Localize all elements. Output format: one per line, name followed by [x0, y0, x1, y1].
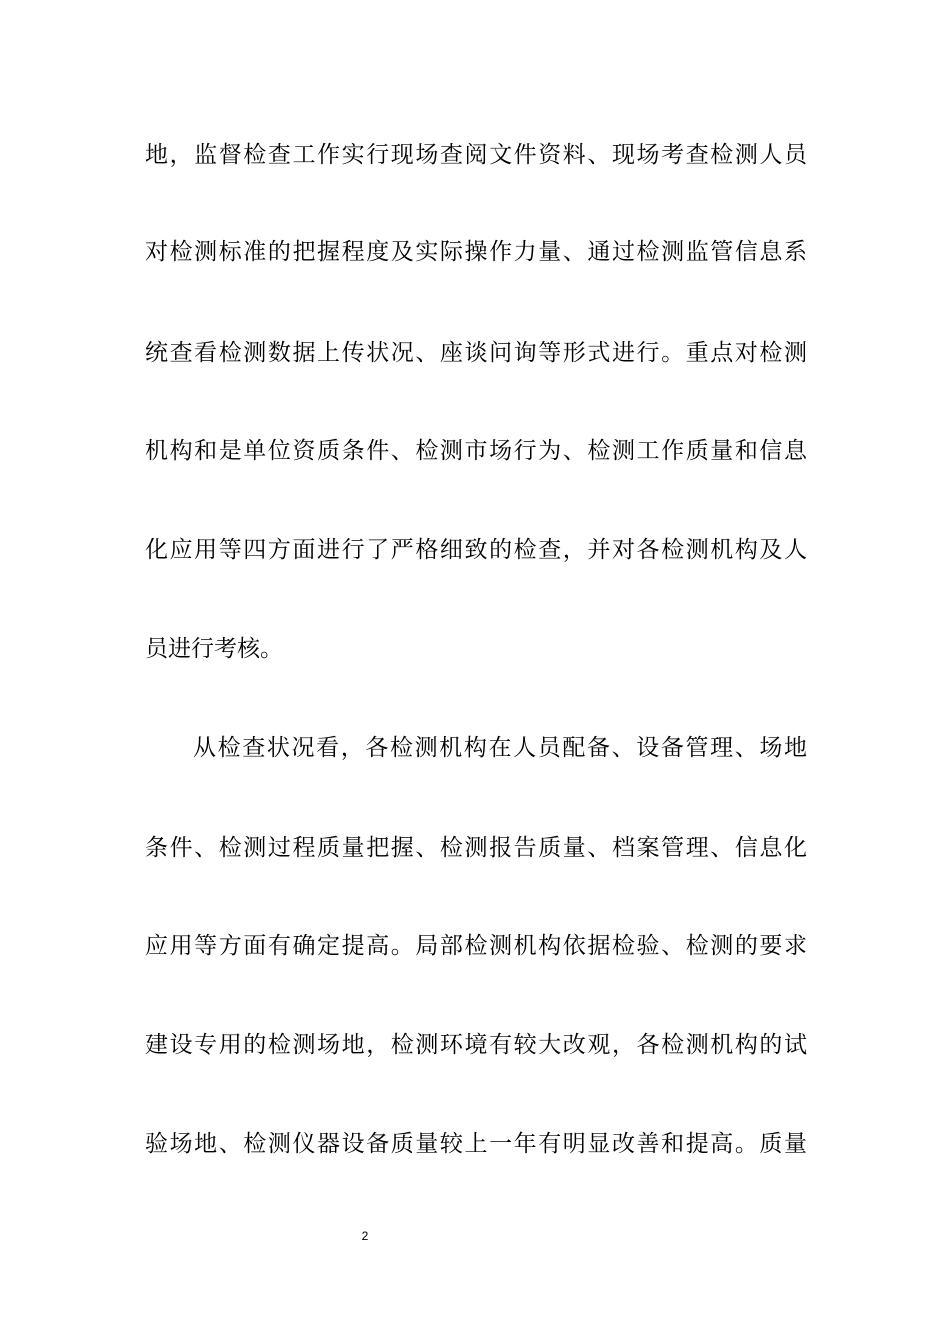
page-number: 2: [361, 1229, 369, 1243]
text-line-5: 化应用等四方面进行了严格细致的检查，并对各检测机构及人: [145, 537, 807, 563]
text-line-6: 员进行考核。: [145, 636, 283, 662]
paragraph-first-line: 从检查状况看，各检测机构在人员配备、设备管理、场地: [193, 735, 807, 761]
text-line-8: 条件、检测过程质量把握、检测报告质量、档案管理、信息化: [145, 835, 807, 861]
text-line-1: 地，监督检查工作实行现场查阅文件资料、现场考查检测人员: [145, 142, 807, 168]
text-line-2: 对检测标准的把握程度及实际操作力量、通过检测监管信息系: [145, 239, 807, 265]
text-line-10: 建设专用的检测场地，检测环境有较大改观，各检测机构的试: [145, 1032, 807, 1058]
text-line-3: 统查看检测数据上传状况、座谈问询等形式进行。重点对检测: [145, 340, 807, 366]
text-line-11: 验场地、检测仪器设备质量较上一年有明显改善和提高。质量: [145, 1131, 807, 1157]
text-line-9: 应用等方面有确定提高。局部检测机构依据检验、检测的要求: [145, 933, 807, 959]
text-line-4: 机构和是单位资质条件、检测市场行为、检测工作质量和信息: [145, 438, 807, 464]
